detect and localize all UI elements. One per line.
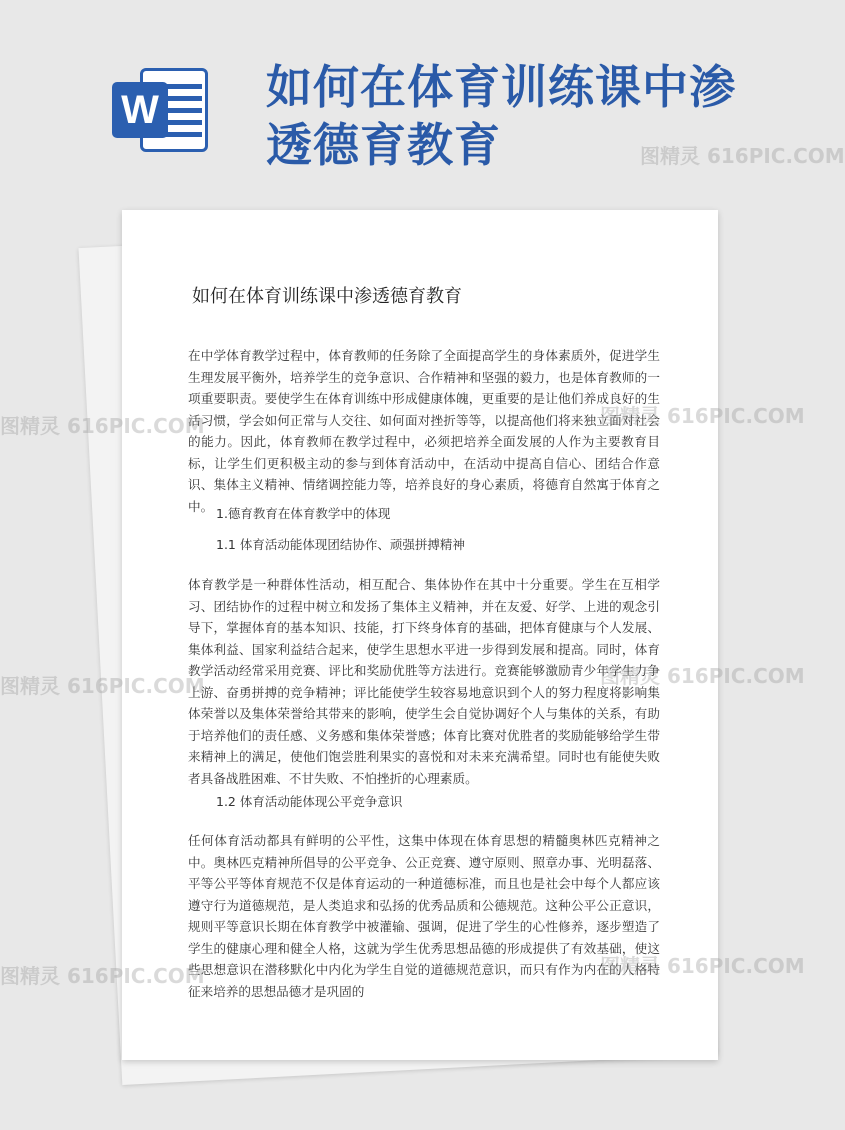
header-banner xyxy=(0,0,800,200)
word-document-icon xyxy=(112,60,212,160)
section-heading-1-2: 1.2 体育活动能体现公平竞争意识 xyxy=(216,794,403,809)
document-title: 如何在体育训练课中渗透德育教育 xyxy=(192,286,462,307)
watermark: 图精灵 616PIC.COM xyxy=(600,664,805,688)
document-page xyxy=(122,210,718,1060)
word-badge: W xyxy=(112,82,168,138)
section-heading-1-1: 1.1 体育活动能体现团结协作、顽强拼搏精神 xyxy=(216,537,465,552)
watermark: 图精灵 616PIC.COM xyxy=(0,414,205,438)
watermark: 图精灵 616PIC.COM xyxy=(600,954,805,978)
watermark: 图精灵 616PIC.COM xyxy=(640,144,845,168)
paragraph-intro: 在中学体育教学过程中，体育教师的任务除了全面提高学生的身体素质外，促进学生生理发展平衡外，培养学生的竞争意识、合作精神和坚强的毅力，也是体育教师的一项重要职责。要使学生在体育训练中形成健康体魄，更重要的是让他们养成良好的生活习惯，学会如何正常与人交往、如何面对挫折等等，以提高他们将来独立面对社会的能力。因此，体育教师在教学过程中，必须把培养全面发展的人作为主要教育目标，让学生们更积极主动的参与到体育活动中，在活动中提高自信心、团结合作意识、集体主义精神、情绪调控能力等，培养良好的身心素质，将德育自然寓于体育之中。 xyxy=(188,348,660,514)
page-title: 如何在体育训练课中渗透德育教育 xyxy=(266,60,736,172)
watermark: 图精灵 616PIC.COM xyxy=(0,674,205,698)
watermark: 图精灵 616PIC.COM xyxy=(600,404,805,428)
paragraph-teamwork: 体育教学是一种群体性活动，相互配合、集体协作在其中十分重要。学生在互相学习、团结协作的过程中树立和发扬了集体主义精神，并在友爱、好学、上进的观念引导下，掌握体育的基本知识、技能，打下终身体育的基础，把体育健康与个人发展、集体利益、国家利益结合起来，使学生思想水平进一步得到发展和提高。同时，体育教学活动经常采用竞赛、评比和奖励优胜等方法进行。竞赛能够激励青少年学生力争上游、奋勇拼搏的竞争精神；评比能使学生较容易地意识到个人的努力程度将影响集体荣誉以及集体荣誉给其带来的影响，使学生会自觉协调好个人与集体的关系，有助于培养他们的责任感、义务感和集体荣誉感；体育比赛对优胜者的奖励能够给学生带来精神上的满足，使他们饱尝胜利果实的喜悦和对未来充满希望。同时也有能使失败者具备战胜困难、不甘失败、不怕挫折的心理素质。 xyxy=(188,577,660,786)
watermark: 图精灵 616PIC.COM xyxy=(0,964,205,988)
section-heading-1: 1.德育教育在体育教学中的体现 xyxy=(216,506,391,521)
paragraph-fairness: 任何体育活动都具有鲜明的公平性，这集中体现在体育思想的精髓奥林匹克精神之中。奥林匹克精神所倡导的公平竞争、公正竞赛、遵守原则、照章办事、光明磊落、平等公平等体育规范不仅是体育运动的一种道德标准，而且也是社会中每个人都应该遵守行为道德规范，是人类追求和弘扬的优秀品质和公德规范。这种公平公正意识，规则平等意识长期在体育教学中被灌输、强调，促进了学生的心性修养，逐步塑造了学生的健康心理和健全人格，这就为学生优秀思想品德的形成提供了有效基础，使这些思想意识在潜移默化中内化为学生自觉的道德规范意识，而只有作为内在的人格特征来培养的思想品德才是巩固的 xyxy=(188,833,660,999)
